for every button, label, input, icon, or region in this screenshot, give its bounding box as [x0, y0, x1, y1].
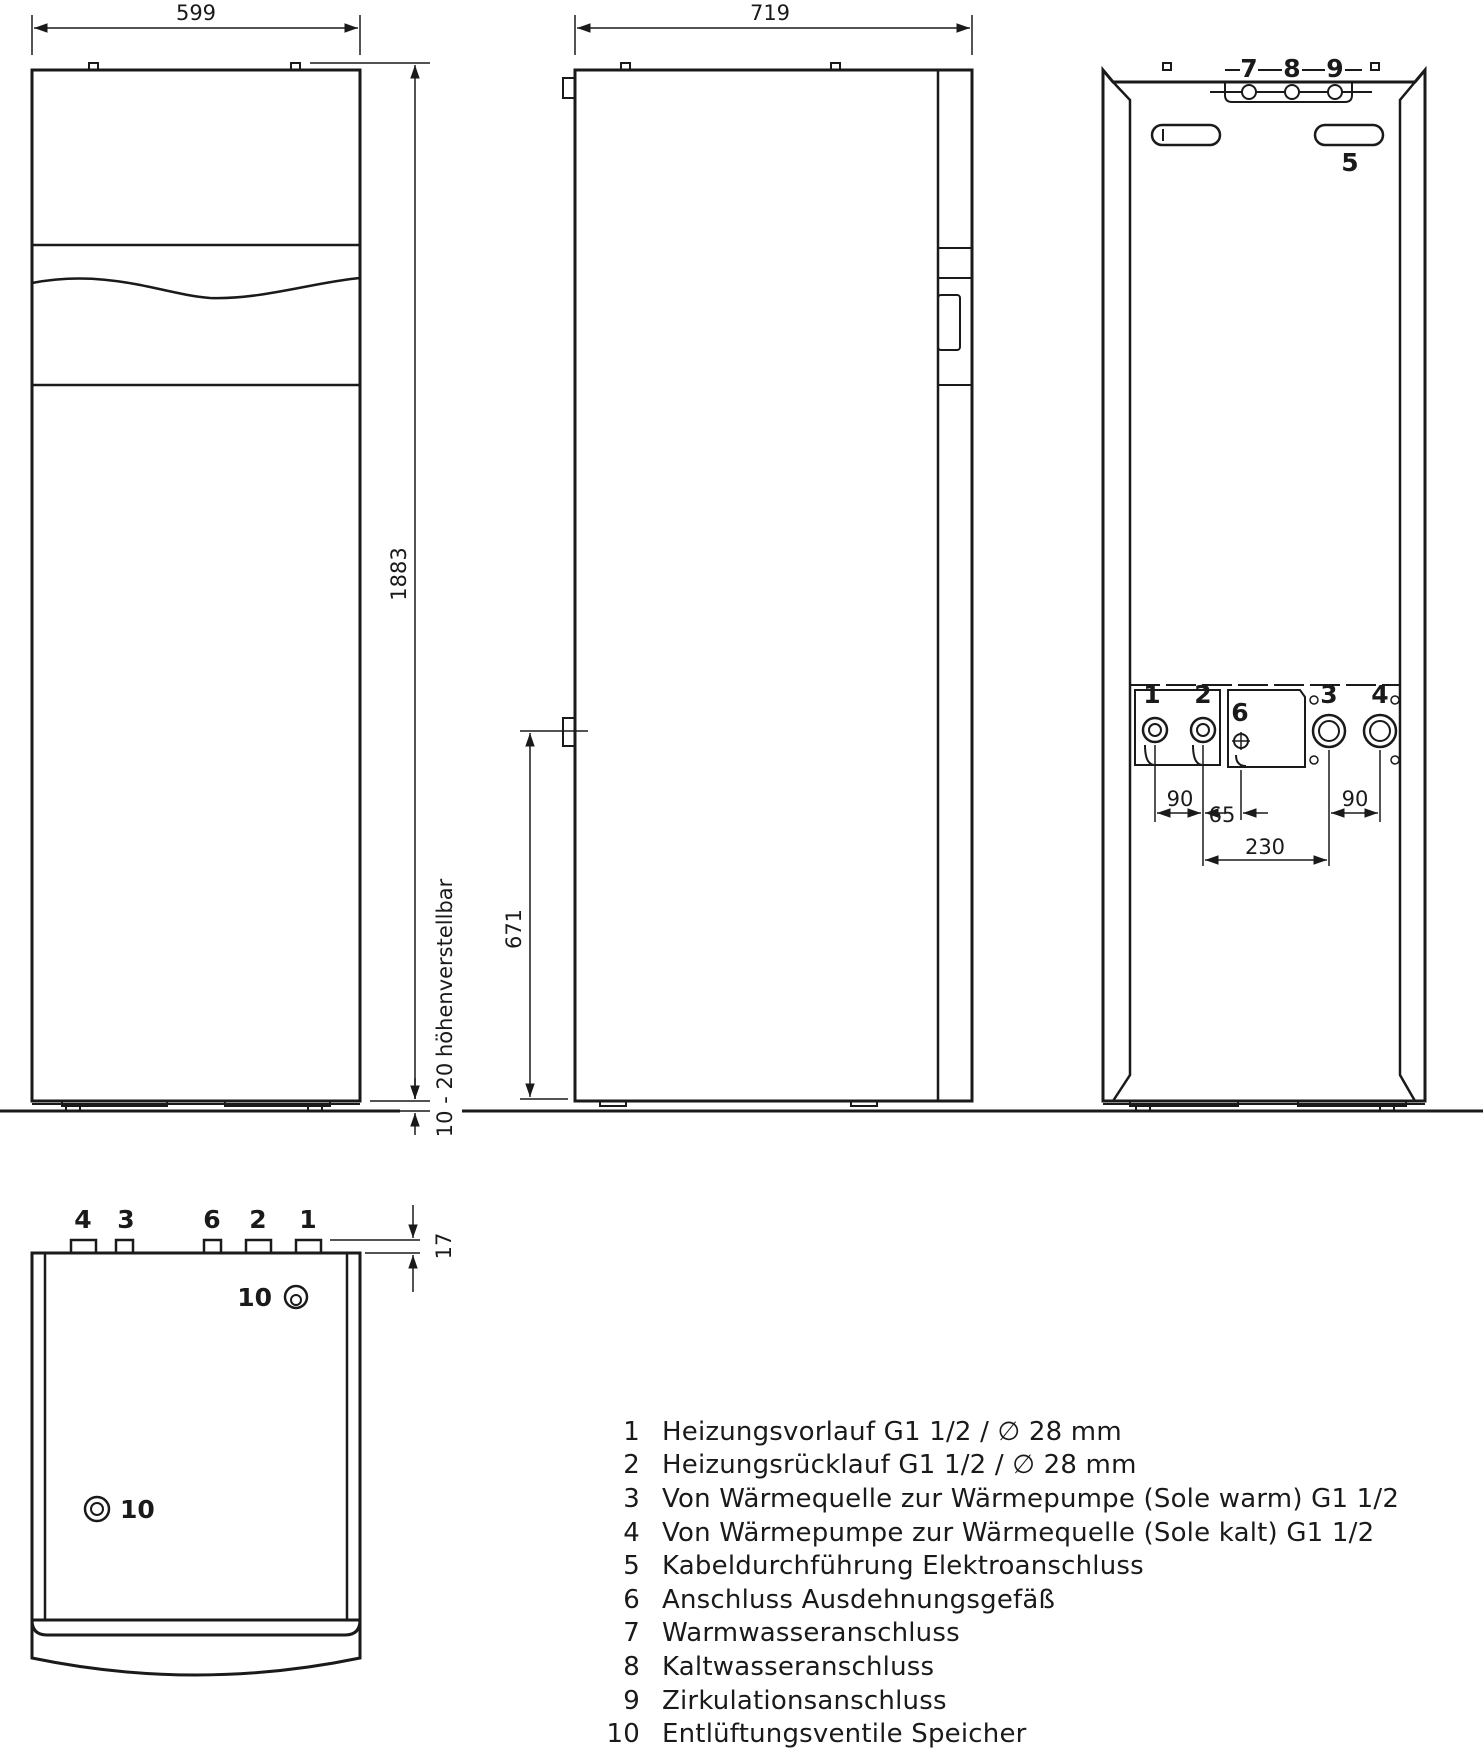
- label-7: 7: [1240, 54, 1258, 83]
- legend-item: [600, 1415, 1460, 1449]
- label-10-top-right: 10: [237, 1283, 272, 1312]
- label-4-top: 4: [74, 1205, 92, 1234]
- side-view: [563, 63, 972, 1106]
- legend-number: 4: [623, 1517, 640, 1548]
- label-6-top: 6: [203, 1205, 221, 1234]
- dimension-top-connection-value: 17: [432, 1232, 456, 1260]
- dimension-depth-value: 719: [749, 1, 791, 25]
- label-4-rear: 4: [1371, 680, 1389, 709]
- spacing-mid-value: 65: [1208, 803, 1236, 827]
- dimension-height: [310, 63, 430, 1099]
- label-1-top: 1: [299, 1205, 317, 1234]
- spacing-span-value: 230: [1244, 835, 1286, 859]
- foot-adjust-range: 10 - 20: [433, 1062, 457, 1138]
- legend-item: [600, 1549, 1460, 1583]
- dimension-top-connection: [330, 1205, 456, 1292]
- legend-text: Heizungsvorlauf G1 1/2 / ∅ 28 mm: [662, 1416, 1122, 1447]
- legend-number: 8: [623, 1651, 640, 1682]
- front-view: [32, 63, 360, 1111]
- foot-adjust-note: höhenverstellbar: [433, 878, 457, 1057]
- spacing-left-value: 90: [1166, 787, 1194, 811]
- legend-text: Warmwasseranschluss: [662, 1618, 960, 1649]
- label-6-rear: 6: [1231, 698, 1249, 727]
- legend-number: 5: [623, 1551, 640, 1582]
- label-9: 9: [1326, 54, 1344, 83]
- label-1-rear: 1: [1143, 680, 1161, 709]
- dimension-connection-height-value: 671: [502, 908, 526, 950]
- label-3-rear: 3: [1320, 680, 1338, 709]
- label-8: 8: [1283, 54, 1301, 83]
- legend-item: [600, 1482, 1460, 1516]
- legend-list: [600, 1415, 1460, 1751]
- label-2-rear: 2: [1194, 680, 1212, 709]
- dimension-height-value: 1883: [387, 547, 411, 601]
- legend-item: [600, 1717, 1460, 1751]
- dimension-spacing: [1155, 745, 1380, 866]
- label-3-top: 3: [117, 1205, 135, 1234]
- legend-number: 7: [623, 1618, 640, 1649]
- legend-number: 10: [606, 1719, 640, 1750]
- legend-text: Heizungsrücklauf G1 1/2 / ∅ 28 mm: [662, 1450, 1137, 1481]
- label-2-top: 2: [249, 1205, 267, 1234]
- dimension-width: [32, 1, 360, 55]
- legend-item: [600, 1583, 1460, 1617]
- legend-number: 6: [623, 1584, 640, 1615]
- legend-text: Von Wärmepumpe zur Wärmequelle (Sole kalt) G1 1/2: [662, 1517, 1375, 1548]
- legend-number: 2: [623, 1450, 640, 1481]
- rear-view: [1103, 63, 1425, 1111]
- legend-item: [600, 1449, 1460, 1483]
- legend-item: [600, 1684, 1460, 1718]
- legend-text: Anschluss Ausdehnungsgefäß: [662, 1584, 1056, 1615]
- label-10-bottom-left: 10: [120, 1495, 155, 1524]
- spacing-right-value: 90: [1341, 787, 1369, 811]
- legend-item: [600, 1650, 1460, 1684]
- dimension-width-value: 599: [175, 1, 217, 25]
- label-5: 5: [1341, 148, 1359, 177]
- dimension-foot-adjust: [370, 878, 457, 1137]
- legend-text: Zirkulationsanschluss: [662, 1685, 947, 1716]
- legend-text: Kaltwasseranschluss: [662, 1651, 935, 1682]
- top-view: [32, 1240, 360, 1675]
- legend-number: 1: [623, 1416, 640, 1447]
- legend-number: 9: [623, 1685, 640, 1716]
- legend-text: Entlüftungsventile Speicher: [662, 1719, 1027, 1750]
- legend-number: 3: [623, 1483, 640, 1514]
- legend-text: Von Wärmequelle zur Wärmepumpe (Sole warm) G1 1/2: [662, 1483, 1400, 1514]
- legend-item: [600, 1516, 1460, 1550]
- legend-text: Kabeldurchführung Elektroanschluss: [662, 1551, 1144, 1582]
- legend-item: [600, 1617, 1460, 1651]
- dimension-depth: [575, 1, 972, 55]
